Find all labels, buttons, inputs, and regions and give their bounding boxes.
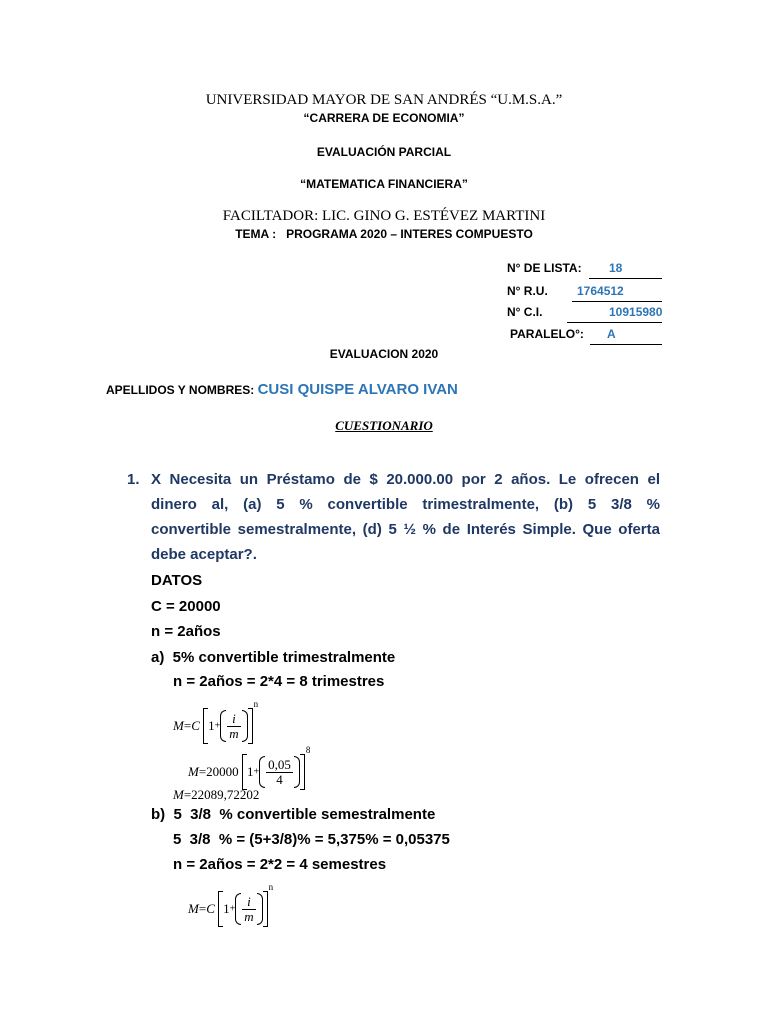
part-b-rate: 5 3/8 % = (5+3/8)% = 5,375% = 0,05375 (173, 831, 450, 848)
student-name: CUSI QUISPE ALVARO IVAN (257, 381, 458, 398)
subject-name: “MATEMATICA FINANCIERA” (300, 177, 468, 191)
part-b-periods: n = 2años = 2*2 = 4 semestres (173, 856, 387, 873)
question-line: convertible semestralmente, (d) 5 ½ % de Interés Simple. Que oferta (151, 521, 660, 538)
info-label: PARALELO°: (510, 327, 584, 341)
underline (572, 301, 662, 302)
underline (589, 278, 662, 279)
info-row-ru (507, 284, 662, 302)
info-value: 1764512 (577, 284, 624, 298)
career-name: “CARRERA DE ECONOMIA” (303, 111, 465, 125)
part-b-heading: b) 5 3/8 % convertible semestralmente (151, 806, 436, 823)
question-line: X Necesita un Préstamo de $ 20.000.00 por 2 años. Le ofrecen el (151, 471, 660, 488)
student-name-line (106, 381, 458, 398)
info-row-paralelo (510, 327, 662, 345)
university-name: UNIVERSIDAD MAYOR DE SAN ANDRÉS “U.M.S.A.” (205, 92, 563, 108)
info-label: N° C.I. (507, 305, 543, 319)
underline (567, 322, 662, 323)
period-value: n = 2años (151, 623, 221, 640)
part-a-heading: a) 5% convertible trimestralmente (151, 649, 396, 666)
info-value: A (607, 327, 616, 341)
part-a-periods: n = 2años = 2*4 = 8 trimestres (173, 673, 385, 690)
facilitator-name: FACILTADOR: LIC. GINO G. ESTÉVEZ MARTINI (222, 208, 546, 224)
info-value: 18 (609, 261, 623, 275)
names-label: APELLIDOS Y NOMBRES: (106, 383, 255, 397)
evaluation-title: EVALUACIÓN PARCIAL (316, 145, 452, 159)
datos-heading: DATOS (151, 572, 203, 589)
formula-result-a: M=22089,72202 (173, 787, 260, 802)
formula-substituted-a: M=20000 1+ $\frac{0,05}{4}$ $^8$ (188, 745, 310, 790)
topic: TEMA : PROGRAMA 2020 – INTERES COMPUESTO (235, 227, 533, 241)
info-label: N° DE LISTA: (507, 261, 582, 275)
info-row-ci (507, 305, 662, 323)
capital-value: C = 20000 (151, 598, 221, 615)
question-line: dinero al, (a) 5 % convertible trimestralmente, (b) 5 3/8 % (151, 496, 660, 513)
underline (590, 344, 662, 345)
questionnaire-title: CUESTIONARIO (335, 418, 433, 433)
info-label: N° R.U. (507, 284, 548, 298)
question-line: debe aceptar?. (151, 546, 257, 563)
formula-compound-a: M=C 1+ $\frac{i}{m}$ $^n$ (173, 699, 258, 744)
question-number: 1. (127, 471, 140, 488)
formula-compound-b: M=C 1+ $\frac{i}{m}$ $^n$ (188, 882, 273, 927)
info-value: 10915980 (609, 305, 663, 319)
evaluation-year: EVALUACION 2020 (329, 347, 439, 361)
info-row-list-number (507, 261, 662, 279)
